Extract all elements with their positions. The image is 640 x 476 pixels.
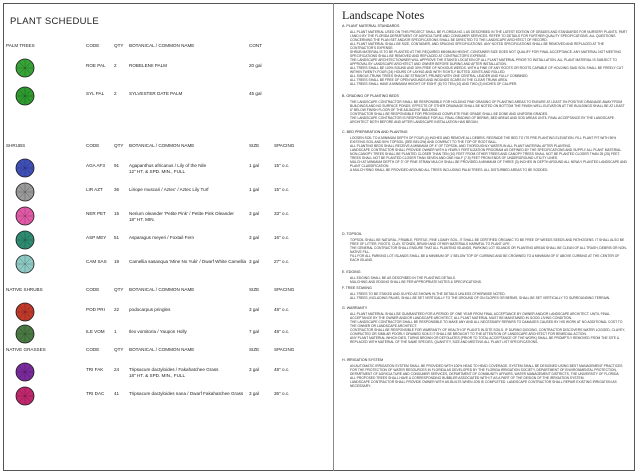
notes-paragraph: CONTRACTOR SHALL BE RESPONSIBLE FOR PROVIDING COMPLETE FINE GRADE SHALL BE DONE AND UNIFORM GRADES. [350, 111, 549, 116]
plant-spacing: 33" o.c. [274, 211, 290, 216]
notes-paragraph: LANDSCAPE CONTRACTOR SHALL PROVIDE OWNER WITH AS-BUILTS WHEN JOB IS COMPLETED. LANDSCAPE CONTRACTOR SHALL REPAIR EXISTING IRRIGATION AS NECESSARY. [350, 379, 617, 388]
plant-size: 3 gal [249, 367, 259, 372]
plant-spacing: 36" o.c. [274, 391, 290, 396]
notes-paragraph: FILL FOR ALL PARKING LOT ISLANDS SHALL BE A MINIMUM OF 1' BELOW TOP OF CURBING AND BE CROWNED TO A MINIMUM OF 6" ABOVE CURBING AT THE CENTER OF EACH ISLAND. [350, 253, 620, 262]
plant-symbol-icon [14, 205, 36, 227]
plant-name: SYLVESTER DATE PALM [129, 91, 183, 96]
plant-size: 45 gal [249, 91, 262, 96]
notes-paragraph: ALL SINGLE-TRUNK TREES SHALL BE STRAIGHT, PRUNED WITH ONE CENTRAL LEADER AND FULLY COMBINED. [350, 74, 529, 79]
schedule-header-qty: QTY [114, 347, 124, 352]
plant-name-detail: 18" HT. & SPD. MIN., FULL [129, 373, 186, 378]
schedule-header-spacing: SPACING [274, 347, 295, 352]
plant-size: 3 gal [249, 307, 259, 312]
plant-spacing: 48" o.c. [274, 367, 290, 372]
plant-symbol-icon [14, 157, 36, 179]
plant-symbol-icon [14, 385, 36, 407]
schedule-section-label: PALM TREES [6, 43, 35, 48]
plant-name-detail: 18" HT. MIN. [129, 217, 155, 222]
plant-code: ILE VOM [86, 329, 105, 334]
notes-section [342, 24, 628, 86]
notes-section-heading: E. EDGING [342, 270, 361, 274]
plant-row [6, 204, 330, 226]
plant-row [6, 252, 330, 274]
plant-name: podocarpus pringles [129, 307, 171, 312]
schedule-header-name: BOTANICAL / COMMON NAME [129, 143, 195, 148]
schedule-header-size: SIZE [249, 143, 260, 148]
notes-paragraph: ALL TREES TO BE STAKED AND GUYED AS SHOWN IN THE DETAILS UNLESS OTHERWISE NOTED. [350, 291, 506, 296]
plant-name: Asparagus meyeri / Foxtail Fern [129, 235, 195, 240]
plant-qty: 91 [114, 163, 120, 168]
schedule-header-qty: QTY [114, 43, 124, 48]
plant-qty: 15 [114, 211, 120, 216]
notes-section-heading: A. PLANT MATERIAL STANDARDS [342, 24, 400, 28]
plant-size: 1 gal [249, 187, 259, 192]
plant-name: Tripsacum dactyloides / Fakahatchee Grass [129, 367, 219, 372]
plant-spacing: 15" o.c. [274, 163, 290, 168]
plant-code: CAM SAS [86, 259, 107, 264]
schedule-header-size: SIZE [249, 347, 260, 352]
notes-section-heading: C. BED PREPARATION AND PLANTING [342, 130, 408, 134]
notes-section-heading: G. WARRANTY [342, 306, 368, 310]
plant-code: AGA AF3 [86, 163, 105, 168]
notes-paragraph: NON-CANOPY TREES SHALL BE PLANTED CLOSER THAN TEN (10) FEET FROM OTHER TREES AND CANOPY TREES SHALL NOT BE PLANTED CLOSER THAN 25 (25) FEET. [350, 151, 620, 156]
notes-section-heading: H. IRRIGATION SYSTEM [342, 358, 384, 362]
plant-symbol-icon [14, 253, 36, 275]
notes-paragraph: ALL EDGING SHALL BE AS DESCRIBED IN THE PLANTING DETAILS. [350, 275, 456, 280]
notes-paragraph: ALL TREES SHALL BE 100% SOUND AND 30% FREE OF NOXIOUS WEEDS. WITH A FINE OF ANY ROOTS OR ROOTS CAPABLE OF HOLDING SAID SOIL SHALL BE FREELY CUT WITHIN TWENTY-FOUR (24) HOURS OF LAYING AND WITH TIGHTLY BUTTED JOINTS AND ROLLED. [350, 66, 624, 75]
schedule-section-label: SHRUBS [6, 143, 26, 148]
plant-size: 20 gal [249, 63, 262, 68]
plant-row [6, 228, 330, 250]
notes-paragraph: ALL TREES SHALL HAVE A MINIMUM HEIGHT OF EIGHT (8) TO TEN (10) AND TWO (2) INCHES OF CALIPER. [350, 82, 518, 87]
notes-paragraph: ALL PLANT MATERIAL USED ON THIS PROJECT SHALL BE FLORIDA NO.1 AS DESCRIBED IN THE LATEST EDITION OF GRADES AND STANDARDS FOR NURSERY PLANTS, PART I AND II BY THE FLORIDA DEPARTMENT OF AGRICULTURE AND CONSUMER SERVICES. REFER TO DETAILS FOR FURTHER QUALITY SPECIFICATIONS. ALL QUESTIONS CONCERNING THE PLAN SET AND/OR SPECIFICATIONS SHALL BE DIRECTED TO THE LANDSCAPE ARCHITECT OF RECORD. [350, 29, 628, 42]
notes-paragraph: LANDSCAPE CONTRACTOR SHALL PROVIDE OWNER WITH A YEARLY FERTILIZATION PROGRAM AS DEFINED BY THE SPECIFICATIONS AND SUPPLY ALL PLANT MATERIAL. [350, 147, 622, 152]
plant-name: Camellia sasanqua 'Mine No Yuki' / Dwarf White Camellia [129, 259, 247, 264]
plant-name: Ilex vomitoria / Yaupon Holly [129, 329, 187, 334]
plant-size: 3 gal [249, 211, 259, 216]
notes-section-heading: F. TREE STAKING [342, 286, 372, 290]
plant-code: TRI FAK [86, 367, 104, 372]
plant-symbol-icon [14, 229, 36, 251]
notes-paragraph: THE LANDSCAPE CONTRACTOR SHALL BE RESPONSIBLE FOR HOLDING FINE GRADING OF PLANTING AREAS TO ENSURE AT LEAST 3% POSITIVE DRAINAGE AWAY FROM BUILDINGS AND NO SURFACE PONDS. EFFECTS OF OTHER DRAINAGE SHALL BE NOTED ON BOTTOM THE FINISH-WELL ELEVATION AT THE BUILDINGS SHALL BE AT LEAST 6" BELOW FINISH FLOOR OF THE ADJACENT BUILDING. [350, 99, 625, 112]
notes-paragraph: TOPSOIL SHALL BE NATURAL, FRIABLE, FERTILE, FINE LOAMY SOIL. IT SHALL BE CERTIFIED ORGANIC TO BE FREE OF WEEDS SEEDS AND PATHOGENS. IT SHALL ALSO BE FREE OF LITTER, ROOTS, CLAY, STONES, BRUSH AND OTHER MATERIALS HARMFUL TO PLANT LIFE. [350, 237, 625, 246]
schedule-header-spacing: SPACING [274, 143, 295, 148]
plant-code: TRI DAC [86, 391, 105, 396]
notes-paragraph: ANY PLANT MATERIAL WHICH DIES, TURNS BROWN OR DEFOLIATES (PRIOR TO TOTAL ACCEPTANCE OF THE WORK) SHALL BE PROMPTLY REMOVED FROM THE SITE & REPLACED WITH MATERIAL OF THE SAME SPECIES, QUANTITY, SIZE AND MEETING ALL PLANT LIST SPECIFICATIONS. [350, 335, 620, 344]
notes-paragraph: ALL PROPOSED TREES SHALL HAVE A CORRESPONDING BUBBLER ASSOCIATED WITH IT AS A PART OF THE DESIGN OF THE IRRIGATION SYSTEM. [350, 375, 585, 380]
plant-name: Agapanthus africanus / Lily of the Nile [129, 163, 207, 168]
schedule-header-code: CODE [86, 143, 100, 148]
plant-code: SYL PAL [86, 91, 105, 96]
plant-spacing: 48" o.c. [274, 329, 290, 334]
notes-section [342, 286, 628, 300]
plant-row [6, 384, 330, 406]
plant-symbol-icon [14, 57, 36, 79]
schedule-section-label: NATIVE SHRUBS [6, 287, 43, 292]
schedule-title: PLANT SCHEDULE [10, 16, 100, 27]
schedule-header-name: BOTANICAL / COMMON NAME [129, 43, 195, 48]
plant-code: LIR AZT [86, 187, 103, 192]
notes-section [342, 306, 628, 344]
plant-code: POD PRI [86, 307, 105, 312]
notes-paragraph: ALL PLANTING BEDS SHALL RECEIVE A MINIMUM OF 4" OF TOPSOIL AND THOROUGHLY WATER-IN ALL PLANT MATERIAL AFTER PLANTING. [350, 143, 572, 148]
schedule-header-name: BOTANICAL / COMMON NAME [129, 287, 195, 292]
plant-qty: 19 [114, 259, 120, 264]
plant-name: Nerium oleander 'Petite Pink' / Petite Pink Oleander [129, 211, 234, 216]
plant-size: 7 gal [249, 329, 259, 334]
plant-symbol-icon [14, 181, 36, 203]
plant-spacing: 27" o.c. [274, 259, 290, 264]
plant-qty: 2 [114, 63, 117, 68]
plant-qty: 51 [114, 235, 120, 240]
plant-symbol-icon [14, 361, 36, 383]
plant-qty: 2 [114, 91, 117, 96]
notes-paragraph: A MULCH RING SHALL BE PROVIDED AROUND ALL TREES INCLUDING PALM TREES. ALL DISTURBED AREAS TO BE SODDED. [350, 167, 549, 172]
plant-spacing: 16" o.c. [274, 235, 290, 240]
plant-name-detail: 12" HT. & SPD. MIN., FULL [129, 169, 186, 174]
plant-qty: 22 [114, 307, 120, 312]
notes-section-heading: B. GRADING OF PLANTING BEDS [342, 94, 399, 98]
notes-paragraph: ALL TREES, INCLUDING PALMS, SHALL BE SET VERTICALLY TO THE GROUND OF ON SLOPES OR BERMS, SHALL BE SET VERTICALLY TO SURROUNDING TERRAIN. [350, 295, 611, 300]
notes-paragraph: THE LANDSCAPE CONTRACTOR SHALL BE RESPONSIBLE TO MAKE ANY AND ALL NECESSARY REPAIRS TO DAMAGES CAUSED BY HIS WORK AT NO ADDITIONAL COST TO THE OWNER OR LANDSCAPE ARCHITECT. [350, 319, 623, 328]
notes-section-heading: D. TOPSOIL [342, 232, 363, 236]
notes-paragraph: LOOSEN SOIL TO A MINIMUM DEPTH OF FOUR (4) INCHES AND REMOVE ALL DEBRIS. REGRADE THE BED TO ITS PRE-PLANTING ELEVATION. FILL PLANT PIT WITH 50% EXISTING SOIL AND 50% TOPSOIL (SEE BELOW) AND COMPACT TO THE TOP OF ROOT BALL. [350, 135, 617, 144]
plant-qty: 24 [114, 367, 120, 372]
plant-row [6, 56, 330, 78]
notes-paragraph: ALL PLANT MATERIAL SHALL BE GUARANTEED FOR A PERIOD OF ONE YEAR FROM FINAL ACCEPTANCE BY OWNER AND/OR LANDSCAPE ARCHITECT. UNTIL FINAL ACCEPTANCE BY THE OWNER AND/OR LANDSCAPE ARCHITECT, ALL PLANT MATERIAL MUST BE MAINTAINED IN GOOD LIVING CONDITION. [350, 311, 610, 320]
plant-size: 1 gal [249, 163, 259, 168]
plant-name: Tripsacum dactyloides nana / Dwarf Fakahatchee Grass [129, 391, 244, 396]
notes-paragraph: MULCHING AND EDGING SHALL BE PER APPROPRIATE NOTES & SPECIFICATIONS. [350, 279, 482, 284]
plant-name: Liriope muscari / Aztec' / Aztec Lily Turf [129, 187, 209, 192]
plant-spacing: 48" o.c. [274, 307, 290, 312]
schedule-section-label: NATIVE GRASSES [6, 347, 46, 352]
column-divider [333, 3, 334, 471]
schedule-header-size: SIZE [249, 287, 260, 292]
plant-size: 3 gal [249, 391, 259, 396]
notes-section [342, 130, 628, 172]
schedule-header-qty: QTY [114, 143, 124, 148]
plant-row [6, 180, 330, 202]
plant-row [6, 84, 330, 106]
notes-paragraph: SHRUB MATERIAL IS TO BE PLANTED AT THE REQUIRED MINIMUM HEIGHT. CONTAINER SIZE DOES NOT QUALIFY FOR FINAL ACCEPTANCE. ANY MATERIAL NOT MEETING SPECIFICATIONS SHALL BE REMOVED AND REPLACED AT CONTRACTOR'S EXPENSE. [350, 49, 622, 58]
schedule-header-code: CODE [86, 287, 100, 292]
notes-paragraph: THE LANDSCAPE CONTRACTOR IS RESPONSIBLE FOR ALL FINAL GRADING OF BERMS, BED AREAS AND SOD AREAS UNTIL FINAL ACCEPTANCE BY THE LANDSCAPE ARCHITECT BOTH BEFORE AND AFTER LANDSCAPE INSTALLATION HAS BEGUN. [350, 115, 614, 124]
plant-row [6, 322, 330, 344]
notes-paragraph: MULCH AT MINIMUM DEPTH OF 3" OF PINE STRAW MULCH SHALL BE PROVIDED A MINIMUM OF THREE (3) INCHES IN DEPTH AROUND ALL NEWLY PLANTED LANDSCAPE AND PLANT CLASSIFICATION. [350, 159, 627, 168]
plant-row [6, 360, 330, 382]
notes-section [342, 94, 628, 124]
notes-section [342, 358, 628, 388]
schedule-header-code: CODE [86, 43, 100, 48]
notes-title: Landscape Notes [342, 8, 425, 22]
plant-row [6, 156, 330, 178]
schedule-header-qty: QTY [114, 287, 124, 292]
plant-code: ROE PAL [86, 63, 106, 68]
notes-section [342, 232, 628, 262]
notes-paragraph: ALL PLANT MATERIAL SHALL BE SIZE, CONTAINER, AND SPACING SPECIFICATIONS. ANY NOTED SPECIFICATIONS SHALL BE REMOVED AND REPLACED AT THE CONTRACTOR'S EXPENSE. [350, 41, 604, 50]
notes-paragraph: THE LANDSCAPE ARCHITECT/OWNER WILL APPROVE THE STAKED LOCATION OF ALL PLANT MATERIAL PRIOR TO INSTALLATION. ALL PLANT MATERIAL IS SUBJECT TO APPROVAL BY LANDSCAPE ARCHITECT AND OWNER BEFORE DURING AND AFTER INSTALLATION. [350, 57, 617, 66]
notes-section [342, 270, 628, 284]
plant-code: NER PET [86, 211, 106, 216]
plant-qty: 41 [114, 391, 120, 396]
notes-paragraph: AN AUTOMATIC IRRIGATION SYSTEM SHALL BE PROVIDED WITH 100% HEAD TO HEAD COVERAGE. SYSTEM SHALL BE DESIGNED USING BEST MANAGEMENT PRACTICES FOR THE PROTECTION OF WATER RESOURCES IN FLORIDA AS DEVELOPED BY THE FLORIDA IRRIGATION SOCIETY, DEPARTMENT OF ENVIRONMENTAL PROTECTION, DEPARTMENT OF AGRICULTURE AND CONSUMER SERVICES, DEPARTMENT OF COMMUNITY AFFAIRS, WATER MANAGEMENT DISTRICTS, THE UNIVERSITY OF FLORIDA. [350, 363, 623, 376]
plant-symbol-icon [14, 323, 36, 345]
plant-size: 3 gal [249, 259, 259, 264]
notes-paragraph: CONTRACTOR SHALL BE RESPONSIBLE FOR WARRANTY OF HEALTH OF PLANTS IN-SITE SOILS. IF DURING DIGGING, CONTRACTOR DISCOVERS WATER LOGGED, CLAYEY, COMPACTED OR SIMILAR POORLY DRAINED SOILS IT SHALL BE BROUGHT TO THE ATTENTION OF LANDSCAPE ARCHITECT FOR REMEDIAL ACTION. [350, 327, 625, 336]
schedule-header-spacing: SPACING [274, 287, 295, 292]
plant-qty: 36 [114, 187, 120, 192]
schedule-header-size: CONT [249, 43, 263, 48]
plant-row [6, 300, 330, 322]
plant-spacing: 15" o.c. [274, 187, 290, 192]
plant-name: ROBELENII PALM [129, 63, 167, 68]
plant-qty: 1 [114, 329, 117, 334]
plant-size: 3 gal [249, 235, 259, 240]
plant-symbol-icon [14, 301, 36, 323]
schedule-header-code: CODE [86, 347, 100, 352]
plant-symbol-icon [14, 85, 36, 107]
notes-paragraph: THE GENERAL CONTRACTOR SHALL ENSURE THAT ALL PLANTING ISLANDS, PARKING LOT ISLANDS OR PLANTING AREAS SHALL BE CLEAN OF ALL TRASH, DEBRIS OR NON-NATIVE FILL. [350, 245, 627, 254]
notes-paragraph: ALL TREES SHALL BE FREE OF OPEN WOUNDS AND WOUNDS SCARS IN THE CLEAR TRUNK AREA. [350, 78, 508, 83]
plant-code: ASP MEY [86, 235, 107, 240]
notes-paragraph: TREES SHALL NOT BE PLANTED CLOSER THAN SEVEN AND ONE HALF (7.5) FEET FROM ENDS OF UNDERGROUND UTILITY LINES. [350, 155, 558, 160]
schedule-header-name: BOTANICAL / COMMON NAME [129, 347, 195, 352]
